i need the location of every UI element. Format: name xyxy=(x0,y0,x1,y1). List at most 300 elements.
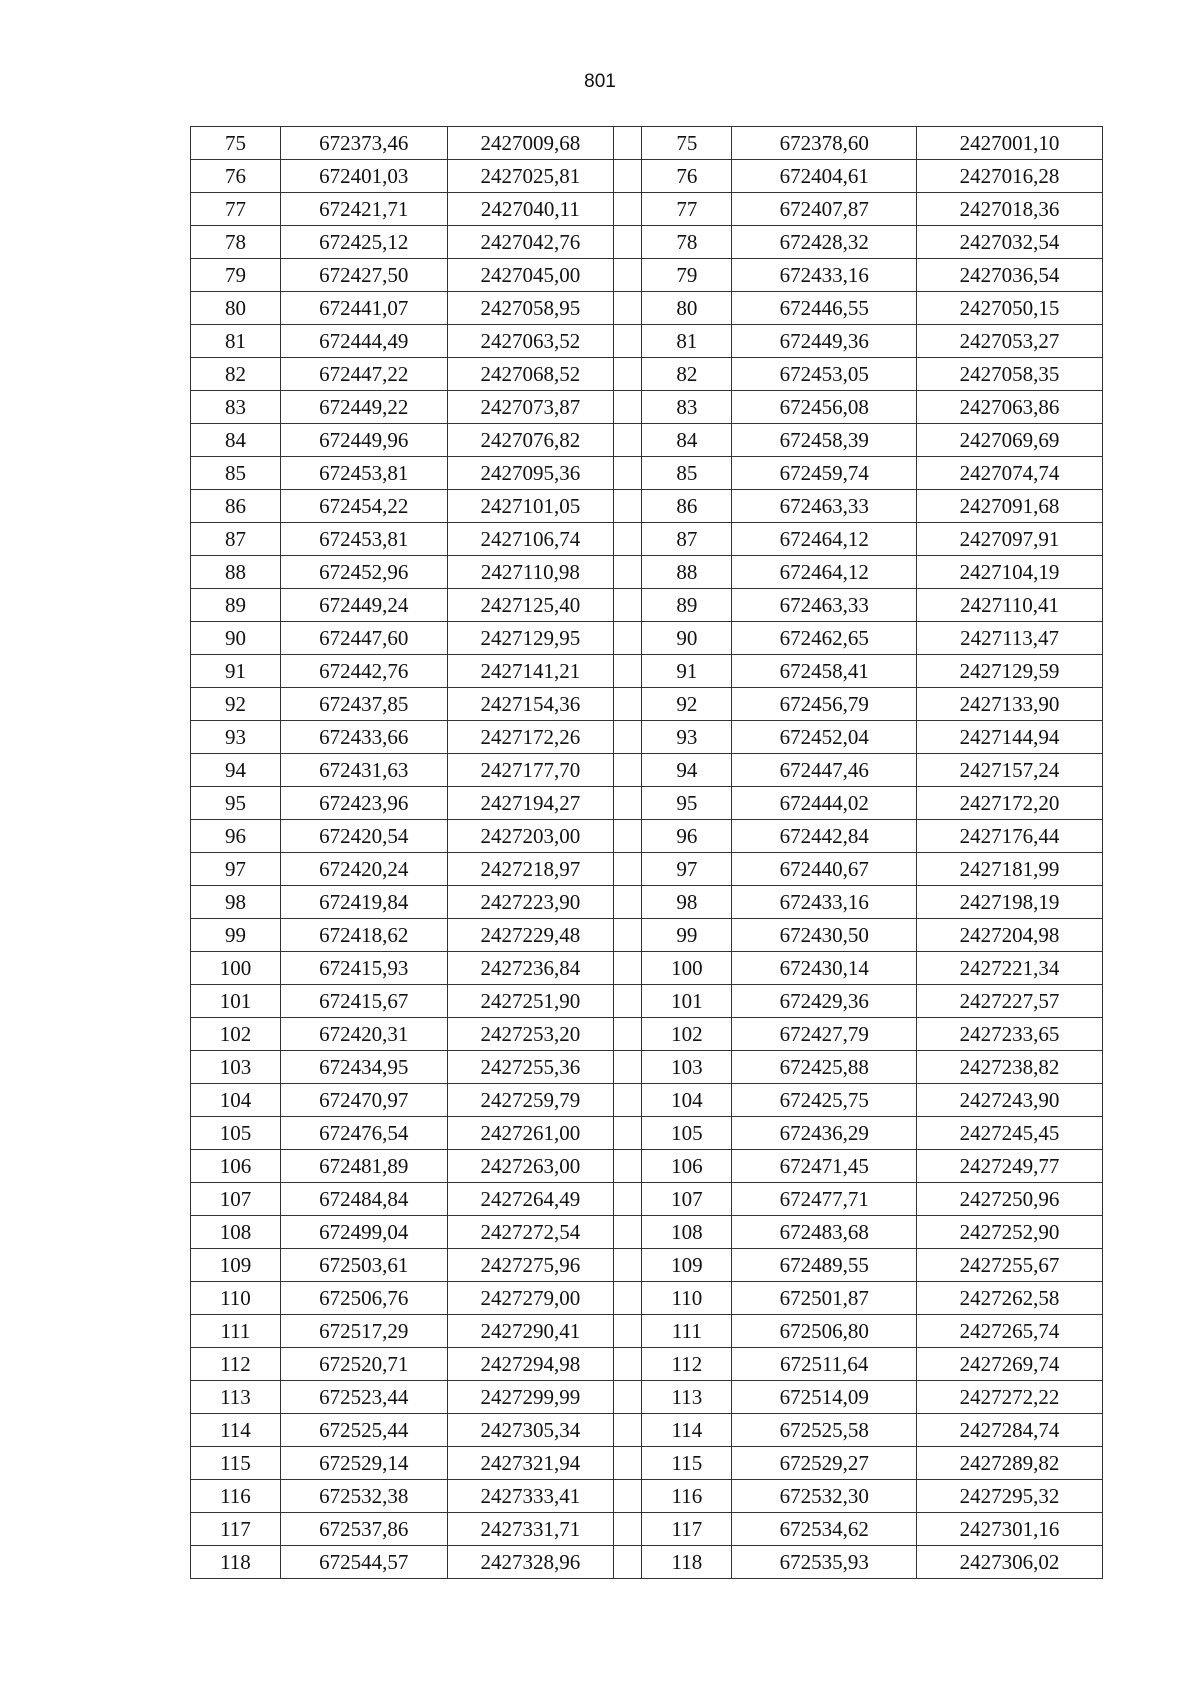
y-coordinate-cell: 2427129,95 xyxy=(447,622,614,655)
x-coordinate-cell: 672525,58 xyxy=(732,1414,917,1447)
y-coordinate-cell: 2427069,69 xyxy=(917,424,1103,457)
x-coordinate-cell: 672463,33 xyxy=(732,589,917,622)
point-number-cell: 114 xyxy=(191,1414,281,1447)
y-coordinate-cell: 2427263,00 xyxy=(447,1150,614,1183)
x-coordinate-cell: 672446,55 xyxy=(732,292,917,325)
x-coordinate-cell: 672433,66 xyxy=(280,721,447,754)
spacer-cell xyxy=(614,1249,642,1282)
y-coordinate-cell: 2427328,96 xyxy=(447,1546,614,1579)
x-coordinate-cell: 672506,76 xyxy=(280,1282,447,1315)
x-coordinate-cell: 672415,93 xyxy=(280,952,447,985)
x-coordinate-cell: 672463,33 xyxy=(732,490,917,523)
point-number-cell: 109 xyxy=(191,1249,281,1282)
point-number-cell: 76 xyxy=(642,160,732,193)
point-number-cell: 105 xyxy=(642,1117,732,1150)
x-coordinate-cell: 672421,71 xyxy=(280,193,447,226)
table-row xyxy=(191,1249,1103,1282)
spacer-cell xyxy=(614,127,642,160)
x-coordinate-cell: 672544,57 xyxy=(280,1546,447,1579)
x-coordinate-cell: 672444,49 xyxy=(280,325,447,358)
point-number-cell: 84 xyxy=(191,424,281,457)
y-coordinate-cell: 2427269,74 xyxy=(917,1348,1103,1381)
point-number-cell: 99 xyxy=(191,919,281,952)
table-row xyxy=(191,754,1103,787)
point-number-cell: 93 xyxy=(642,721,732,754)
x-coordinate-cell: 672499,04 xyxy=(280,1216,447,1249)
table-row xyxy=(191,226,1103,259)
x-coordinate-cell: 672373,46 xyxy=(280,127,447,160)
point-number-cell: 116 xyxy=(191,1480,281,1513)
x-coordinate-cell: 672430,50 xyxy=(732,919,917,952)
table-row xyxy=(191,853,1103,886)
point-number-cell: 83 xyxy=(642,391,732,424)
y-coordinate-cell: 2427176,44 xyxy=(917,820,1103,853)
spacer-cell xyxy=(614,622,642,655)
x-coordinate-cell: 672442,76 xyxy=(280,655,447,688)
point-number-cell: 111 xyxy=(642,1315,732,1348)
x-coordinate-cell: 672454,22 xyxy=(280,490,447,523)
y-coordinate-cell: 2427261,00 xyxy=(447,1117,614,1150)
x-coordinate-cell: 672420,54 xyxy=(280,820,447,853)
table-row xyxy=(191,1315,1103,1348)
table-row xyxy=(191,1513,1103,1546)
x-coordinate-cell: 672427,50 xyxy=(280,259,447,292)
table-row xyxy=(191,160,1103,193)
y-coordinate-cell: 2427172,26 xyxy=(447,721,614,754)
table-row xyxy=(191,688,1103,721)
spacer-cell xyxy=(614,1414,642,1447)
spacer-cell xyxy=(614,457,642,490)
x-coordinate-cell: 672420,31 xyxy=(280,1018,447,1051)
table-row xyxy=(191,523,1103,556)
x-coordinate-cell: 672464,12 xyxy=(732,556,917,589)
y-coordinate-cell: 2427113,47 xyxy=(917,622,1103,655)
y-coordinate-cell: 2427101,05 xyxy=(447,490,614,523)
x-coordinate-cell: 672529,27 xyxy=(732,1447,917,1480)
spacer-cell xyxy=(614,226,642,259)
page-number: 801 xyxy=(584,71,616,92)
table-row xyxy=(191,1018,1103,1051)
table-row xyxy=(191,952,1103,985)
y-coordinate-cell: 2427233,65 xyxy=(917,1018,1103,1051)
x-coordinate-cell: 672449,36 xyxy=(732,325,917,358)
point-number-cell: 75 xyxy=(642,127,732,160)
point-number-cell: 80 xyxy=(642,292,732,325)
spacer-cell xyxy=(614,1216,642,1249)
x-coordinate-cell: 672449,96 xyxy=(280,424,447,457)
y-coordinate-cell: 2427045,00 xyxy=(447,259,614,292)
x-coordinate-cell: 672430,14 xyxy=(732,952,917,985)
table-row xyxy=(191,721,1103,754)
spacer-cell xyxy=(614,1348,642,1381)
x-coordinate-cell: 672404,61 xyxy=(732,160,917,193)
x-coordinate-cell: 672476,54 xyxy=(280,1117,447,1150)
y-coordinate-cell: 2427058,95 xyxy=(447,292,614,325)
y-coordinate-cell: 2427236,84 xyxy=(447,952,614,985)
spacer-cell xyxy=(614,391,642,424)
spacer-cell xyxy=(614,721,642,754)
table-row xyxy=(191,556,1103,589)
x-coordinate-cell: 672434,95 xyxy=(280,1051,447,1084)
point-number-cell: 92 xyxy=(191,688,281,721)
y-coordinate-cell: 2427074,74 xyxy=(917,457,1103,490)
y-coordinate-cell: 2427040,11 xyxy=(447,193,614,226)
y-coordinate-cell: 2427272,54 xyxy=(447,1216,614,1249)
x-coordinate-cell: 672483,68 xyxy=(732,1216,917,1249)
spacer-cell xyxy=(614,1480,642,1513)
y-coordinate-cell: 2427133,90 xyxy=(917,688,1103,721)
spacer-cell xyxy=(614,490,642,523)
point-number-cell: 93 xyxy=(191,721,281,754)
y-coordinate-cell: 2427076,82 xyxy=(447,424,614,457)
x-coordinate-cell: 672459,74 xyxy=(732,457,917,490)
point-number-cell: 78 xyxy=(191,226,281,259)
point-number-cell: 94 xyxy=(642,754,732,787)
point-number-cell: 97 xyxy=(642,853,732,886)
y-coordinate-cell: 2427275,96 xyxy=(447,1249,614,1282)
point-number-cell: 86 xyxy=(191,490,281,523)
y-coordinate-cell: 2427073,87 xyxy=(447,391,614,424)
spacer-cell xyxy=(614,1150,642,1183)
spacer-cell xyxy=(614,325,642,358)
spacer-cell xyxy=(614,523,642,556)
x-coordinate-cell: 672429,36 xyxy=(732,985,917,1018)
table-row xyxy=(191,193,1103,226)
spacer-cell xyxy=(614,1546,642,1579)
x-coordinate-cell: 672427,79 xyxy=(732,1018,917,1051)
table-row xyxy=(191,589,1103,622)
point-number-cell: 100 xyxy=(191,952,281,985)
x-coordinate-cell: 672453,05 xyxy=(732,358,917,391)
y-coordinate-cell: 2427129,59 xyxy=(917,655,1103,688)
point-number-cell: 102 xyxy=(191,1018,281,1051)
spacer-cell xyxy=(614,193,642,226)
table-row xyxy=(191,1414,1103,1447)
table-row xyxy=(191,127,1103,160)
point-number-cell: 77 xyxy=(191,193,281,226)
spacer-cell xyxy=(614,1018,642,1051)
point-number-cell: 102 xyxy=(642,1018,732,1051)
y-coordinate-cell: 2427259,79 xyxy=(447,1084,614,1117)
spacer-cell xyxy=(614,1084,642,1117)
y-coordinate-cell: 2427272,22 xyxy=(917,1381,1103,1414)
point-number-cell: 86 xyxy=(642,490,732,523)
y-coordinate-cell: 2427255,36 xyxy=(447,1051,614,1084)
y-coordinate-cell: 2427104,19 xyxy=(917,556,1103,589)
y-coordinate-cell: 2427036,54 xyxy=(917,259,1103,292)
table-row xyxy=(191,1117,1103,1150)
table-row xyxy=(191,622,1103,655)
table-row xyxy=(191,886,1103,919)
x-coordinate-cell: 672484,84 xyxy=(280,1183,447,1216)
spacer-cell xyxy=(614,787,642,820)
table-row xyxy=(191,490,1103,523)
point-number-cell: 78 xyxy=(642,226,732,259)
table-row xyxy=(191,1084,1103,1117)
point-number-cell: 112 xyxy=(642,1348,732,1381)
table-row xyxy=(191,259,1103,292)
point-number-cell: 101 xyxy=(642,985,732,1018)
table-row xyxy=(191,787,1103,820)
x-coordinate-cell: 672506,80 xyxy=(732,1315,917,1348)
point-number-cell: 118 xyxy=(191,1546,281,1579)
spacer-cell xyxy=(614,1447,642,1480)
x-coordinate-cell: 672440,67 xyxy=(732,853,917,886)
spacer-cell xyxy=(614,160,642,193)
y-coordinate-cell: 2427245,45 xyxy=(917,1117,1103,1150)
y-coordinate-cell: 2427106,74 xyxy=(447,523,614,556)
y-coordinate-cell: 2427009,68 xyxy=(447,127,614,160)
spacer-cell xyxy=(614,853,642,886)
y-coordinate-cell: 2427255,67 xyxy=(917,1249,1103,1282)
y-coordinate-cell: 2427294,98 xyxy=(447,1348,614,1381)
point-number-cell: 91 xyxy=(642,655,732,688)
y-coordinate-cell: 2427253,20 xyxy=(447,1018,614,1051)
point-number-cell: 116 xyxy=(642,1480,732,1513)
x-coordinate-cell: 672431,63 xyxy=(280,754,447,787)
x-coordinate-cell: 672477,71 xyxy=(732,1183,917,1216)
x-coordinate-cell: 672532,30 xyxy=(732,1480,917,1513)
x-coordinate-cell: 672532,38 xyxy=(280,1480,447,1513)
point-number-cell: 110 xyxy=(191,1282,281,1315)
table-row xyxy=(191,1216,1103,1249)
y-coordinate-cell: 2427203,00 xyxy=(447,820,614,853)
table-row xyxy=(191,820,1103,853)
table-row xyxy=(191,919,1103,952)
y-coordinate-cell: 2427001,10 xyxy=(917,127,1103,160)
point-number-cell: 75 xyxy=(191,127,281,160)
x-coordinate-cell: 672425,75 xyxy=(732,1084,917,1117)
point-number-cell: 107 xyxy=(642,1183,732,1216)
y-coordinate-cell: 2427299,99 xyxy=(447,1381,614,1414)
x-coordinate-cell: 672537,86 xyxy=(280,1513,447,1546)
y-coordinate-cell: 2427221,34 xyxy=(917,952,1103,985)
x-coordinate-cell: 672470,97 xyxy=(280,1084,447,1117)
point-number-cell: 109 xyxy=(642,1249,732,1282)
table-row xyxy=(191,1183,1103,1216)
x-coordinate-cell: 672447,60 xyxy=(280,622,447,655)
x-coordinate-cell: 672501,87 xyxy=(732,1282,917,1315)
x-coordinate-cell: 672447,46 xyxy=(732,754,917,787)
x-coordinate-cell: 672378,60 xyxy=(732,127,917,160)
point-number-cell: 95 xyxy=(642,787,732,820)
point-number-cell: 117 xyxy=(191,1513,281,1546)
y-coordinate-cell: 2427295,32 xyxy=(917,1480,1103,1513)
table-row xyxy=(191,1447,1103,1480)
x-coordinate-cell: 672401,03 xyxy=(280,160,447,193)
spacer-cell xyxy=(614,424,642,457)
y-coordinate-cell: 2427264,49 xyxy=(447,1183,614,1216)
spacer-cell xyxy=(614,1117,642,1150)
y-coordinate-cell: 2427032,54 xyxy=(917,226,1103,259)
point-number-cell: 96 xyxy=(191,820,281,853)
point-number-cell: 98 xyxy=(191,886,281,919)
y-coordinate-cell: 2427243,90 xyxy=(917,1084,1103,1117)
point-number-cell: 101 xyxy=(191,985,281,1018)
point-number-cell: 117 xyxy=(642,1513,732,1546)
spacer-cell xyxy=(614,1513,642,1546)
spacer-cell xyxy=(614,1315,642,1348)
table-row xyxy=(191,1546,1103,1579)
y-coordinate-cell: 2427154,36 xyxy=(447,688,614,721)
point-number-cell: 81 xyxy=(642,325,732,358)
y-coordinate-cell: 2427063,52 xyxy=(447,325,614,358)
point-number-cell: 85 xyxy=(191,457,281,490)
point-number-cell: 82 xyxy=(191,358,281,391)
point-number-cell: 94 xyxy=(191,754,281,787)
y-coordinate-cell: 2427042,76 xyxy=(447,226,614,259)
x-coordinate-cell: 672449,24 xyxy=(280,589,447,622)
table-row xyxy=(191,1150,1103,1183)
point-number-cell: 89 xyxy=(642,589,732,622)
x-coordinate-cell: 672425,12 xyxy=(280,226,447,259)
y-coordinate-cell: 2427095,36 xyxy=(447,457,614,490)
point-number-cell: 91 xyxy=(191,655,281,688)
y-coordinate-cell: 2427110,41 xyxy=(917,589,1103,622)
coordinates-table xyxy=(190,126,1103,1579)
point-number-cell: 106 xyxy=(642,1150,732,1183)
spacer-cell xyxy=(614,919,642,952)
x-coordinate-cell: 672428,32 xyxy=(732,226,917,259)
x-coordinate-cell: 672453,81 xyxy=(280,523,447,556)
point-number-cell: 80 xyxy=(191,292,281,325)
y-coordinate-cell: 2427172,20 xyxy=(917,787,1103,820)
point-number-cell: 97 xyxy=(191,853,281,886)
y-coordinate-cell: 2427218,97 xyxy=(447,853,614,886)
x-coordinate-cell: 672520,71 xyxy=(280,1348,447,1381)
point-number-cell: 113 xyxy=(191,1381,281,1414)
x-coordinate-cell: 672503,61 xyxy=(280,1249,447,1282)
point-number-cell: 96 xyxy=(642,820,732,853)
point-number-cell: 111 xyxy=(191,1315,281,1348)
table-row xyxy=(191,655,1103,688)
point-number-cell: 118 xyxy=(642,1546,732,1579)
x-coordinate-cell: 672415,67 xyxy=(280,985,447,1018)
point-number-cell: 114 xyxy=(642,1414,732,1447)
table-row xyxy=(191,424,1103,457)
point-number-cell: 105 xyxy=(191,1117,281,1150)
point-number-cell: 107 xyxy=(191,1183,281,1216)
point-number-cell: 103 xyxy=(191,1051,281,1084)
point-number-cell: 99 xyxy=(642,919,732,952)
point-number-cell: 84 xyxy=(642,424,732,457)
point-number-cell: 89 xyxy=(191,589,281,622)
point-number-cell: 110 xyxy=(642,1282,732,1315)
point-number-cell: 79 xyxy=(642,259,732,292)
y-coordinate-cell: 2427097,91 xyxy=(917,523,1103,556)
point-number-cell: 79 xyxy=(191,259,281,292)
x-coordinate-cell: 672462,65 xyxy=(732,622,917,655)
point-number-cell: 115 xyxy=(642,1447,732,1480)
point-number-cell: 90 xyxy=(642,622,732,655)
table-row xyxy=(191,358,1103,391)
table-row xyxy=(191,292,1103,325)
point-number-cell: 112 xyxy=(191,1348,281,1381)
x-coordinate-cell: 672529,14 xyxy=(280,1447,447,1480)
x-coordinate-cell: 672433,16 xyxy=(732,259,917,292)
y-coordinate-cell: 2427250,96 xyxy=(917,1183,1103,1216)
y-coordinate-cell: 2427063,86 xyxy=(917,391,1103,424)
table-row xyxy=(191,985,1103,1018)
y-coordinate-cell: 2427290,41 xyxy=(447,1315,614,1348)
table-row xyxy=(191,391,1103,424)
point-number-cell: 104 xyxy=(642,1084,732,1117)
y-coordinate-cell: 2427251,90 xyxy=(447,985,614,1018)
spacer-cell xyxy=(614,688,642,721)
x-coordinate-cell: 672456,08 xyxy=(732,391,917,424)
y-coordinate-cell: 2427194,27 xyxy=(447,787,614,820)
x-coordinate-cell: 672471,45 xyxy=(732,1150,917,1183)
x-coordinate-cell: 672436,29 xyxy=(732,1117,917,1150)
y-coordinate-cell: 2427025,81 xyxy=(447,160,614,193)
point-number-cell: 88 xyxy=(191,556,281,589)
y-coordinate-cell: 2427181,99 xyxy=(917,853,1103,886)
x-coordinate-cell: 672420,24 xyxy=(280,853,447,886)
point-number-cell: 87 xyxy=(191,523,281,556)
x-coordinate-cell: 672489,55 xyxy=(732,1249,917,1282)
point-number-cell: 85 xyxy=(642,457,732,490)
y-coordinate-cell: 2427223,90 xyxy=(447,886,614,919)
y-coordinate-cell: 2427141,21 xyxy=(447,655,614,688)
point-number-cell: 82 xyxy=(642,358,732,391)
x-coordinate-cell: 672419,84 xyxy=(280,886,447,919)
point-number-cell: 115 xyxy=(191,1447,281,1480)
x-coordinate-cell: 672458,41 xyxy=(732,655,917,688)
x-coordinate-cell: 672407,87 xyxy=(732,193,917,226)
y-coordinate-cell: 2427289,82 xyxy=(917,1447,1103,1480)
spacer-cell xyxy=(614,1183,642,1216)
table-row xyxy=(191,1480,1103,1513)
point-number-cell: 108 xyxy=(642,1216,732,1249)
spacer-cell xyxy=(614,655,642,688)
x-coordinate-cell: 672453,81 xyxy=(280,457,447,490)
y-coordinate-cell: 2427144,94 xyxy=(917,721,1103,754)
y-coordinate-cell: 2427301,16 xyxy=(917,1513,1103,1546)
spacer-cell xyxy=(614,589,642,622)
point-number-cell: 92 xyxy=(642,688,732,721)
point-number-cell: 76 xyxy=(191,160,281,193)
y-coordinate-cell: 2427053,27 xyxy=(917,325,1103,358)
y-coordinate-cell: 2427252,90 xyxy=(917,1216,1103,1249)
y-coordinate-cell: 2427284,74 xyxy=(917,1414,1103,1447)
coordinates-table-body xyxy=(191,127,1103,1579)
x-coordinate-cell: 672456,79 xyxy=(732,688,917,721)
x-coordinate-cell: 672458,39 xyxy=(732,424,917,457)
spacer-cell xyxy=(614,820,642,853)
x-coordinate-cell: 672437,85 xyxy=(280,688,447,721)
y-coordinate-cell: 2427177,70 xyxy=(447,754,614,787)
spacer-cell xyxy=(614,358,642,391)
y-coordinate-cell: 2427091,68 xyxy=(917,490,1103,523)
x-coordinate-cell: 672514,09 xyxy=(732,1381,917,1414)
x-coordinate-cell: 672511,64 xyxy=(732,1348,917,1381)
x-coordinate-cell: 672441,07 xyxy=(280,292,447,325)
x-coordinate-cell: 672433,16 xyxy=(732,886,917,919)
point-number-cell: 81 xyxy=(191,325,281,358)
y-coordinate-cell: 2427227,57 xyxy=(917,985,1103,1018)
y-coordinate-cell: 2427125,40 xyxy=(447,589,614,622)
y-coordinate-cell: 2427331,71 xyxy=(447,1513,614,1546)
table-row xyxy=(191,1381,1103,1414)
y-coordinate-cell: 2427050,15 xyxy=(917,292,1103,325)
point-number-cell: 95 xyxy=(191,787,281,820)
x-coordinate-cell: 672444,02 xyxy=(732,787,917,820)
point-number-cell: 108 xyxy=(191,1216,281,1249)
y-coordinate-cell: 2427321,94 xyxy=(447,1447,614,1480)
point-number-cell: 100 xyxy=(642,952,732,985)
spacer-cell xyxy=(614,1381,642,1414)
point-number-cell: 106 xyxy=(191,1150,281,1183)
